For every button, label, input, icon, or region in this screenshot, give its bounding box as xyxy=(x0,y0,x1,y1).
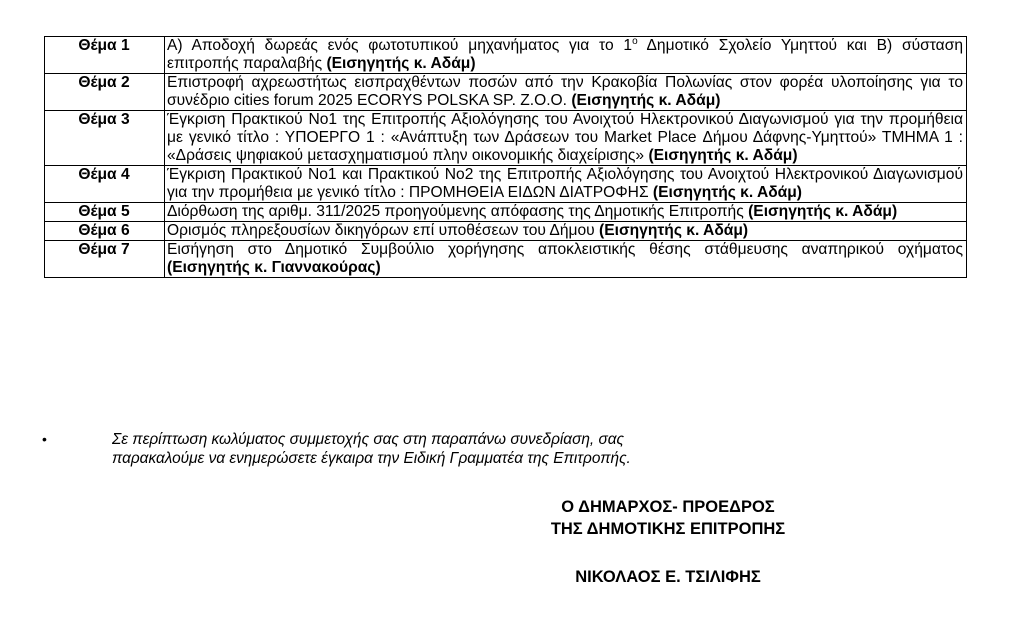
signature-name: ΝΙΚΟΛΑΟΣ Ε. ΤΣΙΛΙΦΗΣ xyxy=(575,568,761,586)
signature-title-line: Ο ΔΗΜΑΡΧΟΣ- ΠΡΟΕΔΡΟΣ xyxy=(561,498,775,516)
table-row xyxy=(45,111,967,166)
rapporteur: (Εισηγητής κ. Αδάμ) xyxy=(326,55,476,72)
rapporteur: (Εισηγητής κ. Γιαννακούρας) xyxy=(167,259,381,276)
topic-text: Α) Αποδοχή δωρεάς ενός φωτοτυπικού μηχανήματος για το $1^o$ Δημοτικό Σχολείο Υμηττού και Β) σύσταση επιτροπής παραλαβής (Εισηγητής κ. Αδάμ) xyxy=(165,37,967,74)
table-row xyxy=(45,241,967,278)
topic-label: Θέμα 6 xyxy=(45,222,165,241)
topic-label: Θέμα 5 xyxy=(45,203,165,222)
topic-text: Επιστροφή αχρεωστήτως εισπραχθέντων ποσών από την Κρακοβία Πολωνίας στον φορέα υλοποίησης για το συνέδριο cities forum 2025 ECORYS POLSKA SP. Z.O.O. (Εισηγητής κ. Αδάμ) xyxy=(165,74,967,111)
topic-text: Ορισμός πληρεξουσίων δικηγόρων επί υποθέσεων του Δήμου (Εισηγητής κ. Αδάμ) xyxy=(165,222,967,241)
bullet-icon: • xyxy=(42,431,47,447)
signature-title-line: ΤΗΣ ΔΗΜΟΤΙΚΗΣ ΕΠΙΤΡΟΠΗΣ xyxy=(550,520,786,538)
signature-title xyxy=(488,496,848,540)
topic-label: Θέμα 1 xyxy=(45,37,165,74)
participation-note xyxy=(112,430,792,468)
note-line: παρακαλούμε να ενημερώσετε έγκαιρα την Ειδική Γραμματέα της Επιτροπής. xyxy=(112,450,631,467)
note-line: Σε περίπτωση κωλύματος συμμετοχής σας στη παραπάνω συνεδρίαση, σας xyxy=(112,431,625,448)
rapporteur: (Εισηγητής κ. Αδάμ) xyxy=(748,203,898,220)
topic-text: Έγκριση Πρακτικού Νο1 και Πρακτικού Νο2 της Επιτροπής Αξιολόγησης του Ανοιχτού Ηλεκτρονικού Διαγωνισμού για την προμήθεια με γενικό τίτλο : ΠΡΟΜΗΘΕΙΑ ΕΙΔΩΝ ΔΙΑΤΡΟΦΗΣ (Εισηγητής κ. Αδάμ) xyxy=(165,166,967,203)
rapporteur: (Εισηγητής κ. Αδάμ) xyxy=(571,92,721,109)
topic-label: Θέμα 4 xyxy=(45,166,165,203)
topic-label: Θέμα 2 xyxy=(45,74,165,111)
topic-text: Έγκριση Πρακτικού Νο1 της Επιτροπής Αξιολόγησης του Ανοιχτού Ηλεκτρονικού Διαγωνισμού για την προμήθεια με γενικό τίτλο : ΥΠΟΕΡΓΟ 1 : «Ανάπτυξη των Δράσεων του Market Place Δήμου Δάφνης-Υμηττού» ΤΜΗΜΑ 1 : «Δράσεις ψηφιακού μετασχηματισμού πλην οικονομικής διαχείρισης» (Εισηγητής κ. Αδάμ) xyxy=(165,111,967,166)
rapporteur: (Εισηγητής κ. Αδάμ) xyxy=(599,222,749,239)
table-row xyxy=(45,37,967,74)
topic-label: Θέμα 3 xyxy=(45,111,165,166)
topic-text: Διόρθωση της αριθμ. 311/2025 προηγούμενης απόφασης της Δημοτικής Επιτροπής (Εισηγητής κ. Αδάμ) xyxy=(165,203,967,222)
table-row xyxy=(45,74,967,111)
table-row xyxy=(45,203,967,222)
agenda-table xyxy=(44,36,967,278)
topic-label: Θέμα 7 xyxy=(45,241,165,278)
rapporteur: (Εισηγητής κ. Αδάμ) xyxy=(648,147,798,164)
topic-text: Εισήγηση στο Δημοτικό Συμβούλιο χορήγησης αποκλειστικής θέσης στάθμευσης αναπηρικού οχήματος (Εισηγητής κ. Γιαννακούρας) xyxy=(165,241,967,278)
table-row xyxy=(45,166,967,203)
rapporteur: (Εισηγητής κ. Αδάμ) xyxy=(652,184,802,201)
table-row xyxy=(45,222,967,241)
